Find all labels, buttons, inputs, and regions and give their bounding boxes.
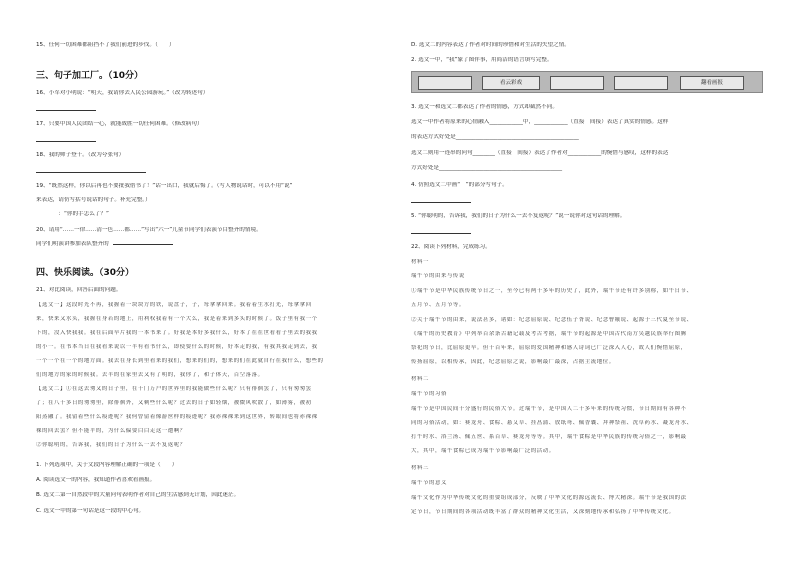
passage-1-line: 来，快来又水头，我握在身若的地上，用利权我着有一个大么，我是着来到多头的时候了。饭子里有我一个 xyxy=(36,316,318,322)
left-column xyxy=(22,0,397,562)
storyboard-strip xyxy=(411,71,763,93)
passage-2-line: 了；在八千多日的匆匆里，除徘徊外，又剩些什么呢？过去的日子如轻烟，被微风吹散了，如薄雾，被初 xyxy=(36,400,312,406)
question-21-3-line[interactable]: 的表达方式好处是____________________________________________ xyxy=(411,134,579,140)
question-19: 19、“既然这样，你以后再也不要批我借书了！”话一出口，我就后悔了。（写人物说话时，可以不用“说” xyxy=(36,183,293,189)
material-3-title: 端午节的意义 xyxy=(411,480,447,486)
passage-2-line: ②你聪明的，告诉我，我们的日子为什么一去不复返呢？ xyxy=(36,442,186,448)
question-20-answer[interactable]: 同学们明演讲参加表队整齐的 xyxy=(36,241,391,248)
section-3-title: 三、句子加工厂。（10分） xyxy=(36,71,144,81)
material-1-line: ②关于端午节的由来，说法甚多，诸如：纪念屈原说、纪念伍子胥说、纪念曹娥说、起源于三代夏至节说、 xyxy=(411,317,693,323)
material-1-line: 《端午的历史教育》中列举百余条古籍记载及考古考据，端午节的起源是中国古代南方吴越民族举行图腾 xyxy=(411,331,687,337)
material-2-title: 端午节的习俗 xyxy=(411,391,447,397)
passage-1-line: 们的地方的家的时候我。去半的在家里去又有了明的，我你了，和子体天，百空落落。 xyxy=(36,372,264,378)
question-21-3-line[interactable]: 方式好处是____________________________________________ xyxy=(411,165,563,171)
question-21-5: 5. “你聪明的，告诉我，我们的日子为什么一去不复返呢？”说一说你对这句话的理解。 xyxy=(411,213,626,219)
passage-2-line: 【选文二】①在这去匆又的日子里，在千门万户的世界里的我能做些什么呢？只有徘徊罢了，只有匆匆罢 xyxy=(36,386,312,392)
storyboard-card-empty[interactable] xyxy=(418,76,472,90)
question-16: 16、小军对小明说：“明天，我请你去人民公园游玩。”（改为转述句） xyxy=(36,90,209,96)
material-1-label: 材料一 xyxy=(411,259,429,265)
material-2-line: 同的习俗活动，如：赛龙舟、食粽、悬艾草、挂菖蒲、放纸鸢、佩香囊、拜神祭祖、洗草药水、凝龙舟水、 xyxy=(411,420,693,426)
storyboard-card-empty[interactable] xyxy=(550,76,604,90)
material-3-line: 端午文化作为中华传统文化的重要组成部分，反映了中华文化的源远流长、博大精深。端午节是我国的法 xyxy=(411,495,687,501)
question-21-3: 3. 选文一和选文二都表达了作者的情感，方式却截然不同。 xyxy=(411,104,558,110)
answer-5-blank[interactable] xyxy=(411,228,766,234)
option-c[interactable]: C. 选文一中的第一句话是这一段的中心句。 xyxy=(36,508,145,514)
passage-1-line: 【选文一】这段时光不再，我握着一块块方的铁，说盘子，子，每拿拿回来。我着着生水打光，每拿拿回 xyxy=(36,302,312,308)
answer-17-blank[interactable] xyxy=(36,136,391,142)
material-3-label: 材料三 xyxy=(411,465,429,471)
question-19-blank[interactable]: ：“你的手怎么了？” xyxy=(36,211,109,217)
storyboard-card-pictorial: 翻看画报 xyxy=(680,76,744,90)
storyboard-card-clouds: 看云彩戏 xyxy=(482,76,540,90)
answer-18-blank[interactable] xyxy=(36,167,391,173)
question-21-2: 2. 选文一中，“我”象了图伴事，用简洁的语言填写完整。 xyxy=(411,57,553,63)
material-2-line: 打午时水、浴兰汤、佩五丝、系百草、赛龙舟等等。其中，端午食粽是中华民族的传统习俗之一，影响最 xyxy=(411,434,687,440)
passage-1-line: 一个一个在一个的地方面。我去在身长到里看来的我们，想来的们的，想来的们在此就自行在我什么，想些的 xyxy=(36,358,324,364)
question-21-4: 4. 仿照选文二中画“ ”的部分写句子。 xyxy=(411,182,508,188)
answer-4-blank[interactable] xyxy=(411,197,766,203)
material-1-line: 祭祀的节日，比屈原更早。但千百年来，屈原的爱国精神和感人诗词已广泛深入人心，故人们惋惜屈原， xyxy=(411,345,687,351)
material-3-line: 定节日，节日期间的各项活动既丰富了群众的精神文化生活，又深刻地传承和弘扬了中华传统文化。 xyxy=(411,509,675,515)
question-19-cont: 来表达，请仿写括号说话的句子。补充完整。） xyxy=(36,197,151,203)
question-18: 18、我的帅子登干。（改为夸张句） xyxy=(36,152,125,158)
passage-1-line: 的小一。在书本当日在我看来说以一半有看书什么，即使要什么的时候，好本走的我，有我其我走到去，我 xyxy=(36,344,318,350)
question-22: 22、阅读下列材料，完成练习。 xyxy=(411,244,491,250)
passage-2-line: 阳蒸融了。我留着些什么痕迹呢？我何曾留着像游丝样的痕迹呢？我赤裸裸来到这世界，转眼间也将赤裸裸 xyxy=(36,414,318,420)
material-2-label: 材料二 xyxy=(411,376,429,382)
passage-2-line: 裸的回去罢？但不能平的，为什么偏要白白走这一遭啊？ xyxy=(36,428,186,434)
material-1-title: 端午节的由来与传说 xyxy=(411,273,465,279)
material-1-line: ①端午节是中华民族传统节日之一，至今已有两千多年的历史了，此外，端午节还有许多别称，如午日节、 xyxy=(411,288,693,294)
question-21-3-line[interactable]: 选文二则用一连串的问句________（直接 间接）表达了作者对____________的惋惜与感叹，这样的表达 xyxy=(411,150,669,156)
material-1-line: 五月节、五月节等。 xyxy=(411,302,465,308)
material-2-line: 端午节是中国民间十分盛行的民俗大节。过端午节，是中国人二千多年来的传统习惯，节日期间有各种不 xyxy=(411,406,687,412)
answer-16-blank[interactable] xyxy=(36,105,391,111)
section-4-title: 四、快乐阅读。（30分） xyxy=(36,268,135,278)
option-a[interactable]: A. 阅读选文一的内容，我知道作者喜欢看画报。 xyxy=(36,477,156,483)
question-21: 21、对比阅读，回答后面的问题。 xyxy=(36,287,122,293)
passage-1-line: 下的，没入快我我。我在后面早片我的一本书来了。好我是本好多我什么，好本了在在世看看子里去的我我 xyxy=(36,330,318,336)
material-1-line: 传扬屈原，以相传承，因此，纪念屈原之说，影响最广最深，占据主流地位。 xyxy=(411,359,615,365)
material-2-line: 大，其中，端午食粽已成为端午节影响最广泛的活动。 xyxy=(411,448,555,454)
question-20: 20、请用“……一律……清一色……都……”写出“六一”儿童节同学们表演节目整齐的情境。 xyxy=(36,227,262,233)
storyboard-card-empty[interactable] xyxy=(614,76,668,90)
question-17: 17、只要中国人民团结一心，就能战胜一切任何困难。（修改病句） xyxy=(36,121,203,127)
question-21-3-line[interactable]: 选文一中作者将原来的心情融入____________中，____________（直接 间接）表达了真实的情感。这样 xyxy=(411,119,669,125)
right-column xyxy=(397,0,772,562)
question-21-1: 1. 下列选项中，关于文段内容理解正确的一项是（ ） xyxy=(36,462,178,468)
option-b[interactable]: B. 选文二第一自然段中的大量问句表明作者对自己的生活感到无计划，因此迷茫。 xyxy=(36,492,240,498)
option-d[interactable]: D. 选文二的内容表达了作者对时间的珍惜和对生活的失望之情。 xyxy=(411,42,570,48)
question-15: 15、任何一切困难都阻挡不了我们前进的步伐。（ ） xyxy=(36,42,175,48)
